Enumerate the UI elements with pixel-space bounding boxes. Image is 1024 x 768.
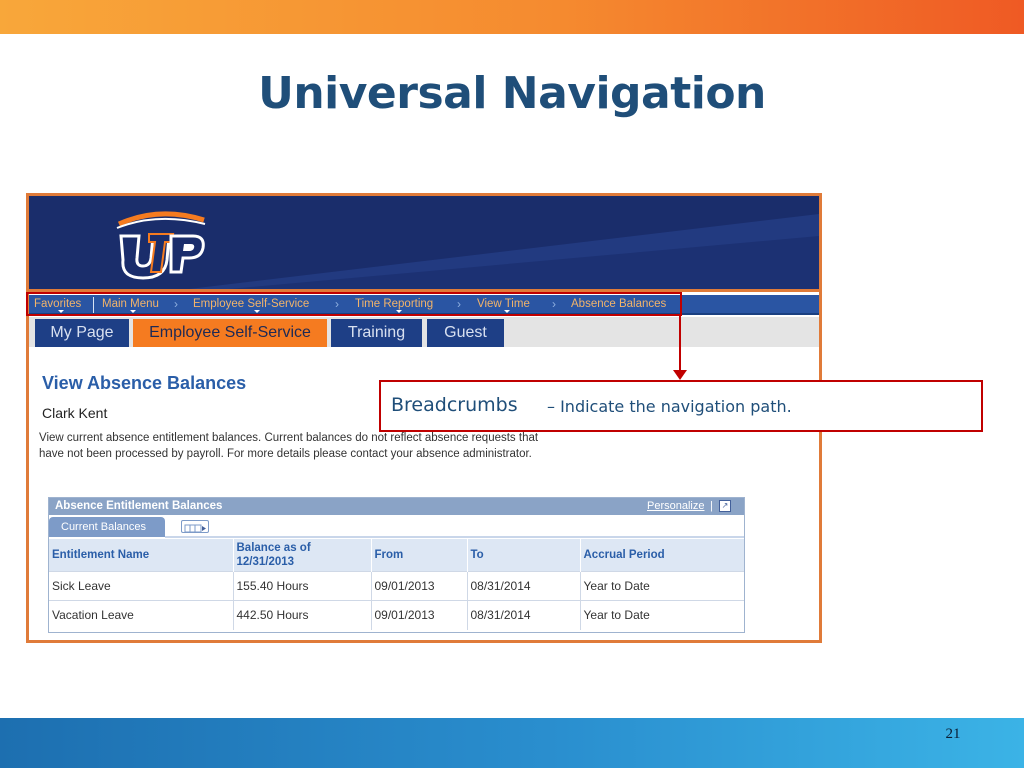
- absence-balances-grid: [48, 497, 745, 633]
- breadcrumb-time-reporting[interactable]: Time Reporting: [355, 298, 434, 310]
- breadcrumb-favorites[interactable]: Favorites: [34, 298, 82, 310]
- breadcrumb-main-menu[interactable]: Main Menu: [102, 298, 159, 310]
- page-description: View current absence entitlement balances. Current balances do not reflect absence requests that have not been processed by payroll. For more details please contact your absence administrator.: [39, 432, 539, 460]
- table-cell: Year to Date: [580, 572, 744, 601]
- table-cell: Vacation Leave: [49, 601, 233, 630]
- table-header-row: [49, 539, 744, 572]
- tab-employee-self-service[interactable]: Employee Self-Service: [133, 319, 327, 347]
- main-tab-strip: [29, 317, 819, 347]
- tab-training[interactable]: Training: [331, 319, 422, 347]
- callout-connector: [679, 316, 681, 374]
- table-cell: 09/01/2013: [371, 572, 467, 601]
- chevron-right-icon: ›: [335, 297, 339, 311]
- column-header: To: [467, 539, 580, 572]
- breadcrumbs-callout: [379, 380, 983, 432]
- callout-title: Breadcrumbs: [391, 394, 518, 416]
- table-cell: 09/01/2013: [371, 601, 467, 630]
- breadcrumb-highlight-box: [26, 292, 682, 316]
- table-cell: Sick Leave: [49, 572, 233, 601]
- utep-logo: [109, 206, 209, 282]
- balances-table: [49, 539, 744, 630]
- tab-my-page[interactable]: My Page: [35, 319, 129, 347]
- zoom-icon[interactable]: ↗: [719, 500, 731, 512]
- table-cell: 442.50 Hours: [233, 601, 371, 630]
- header-separator: |: [710, 500, 713, 512]
- callout-text: – Indicate the navigation path.: [547, 397, 792, 416]
- bottom-accent-bar: [0, 718, 1024, 768]
- tab-guest[interactable]: Guest: [427, 319, 504, 347]
- slide-number: 21: [945, 726, 961, 742]
- grid-header: [49, 498, 744, 515]
- tab-underline: [165, 536, 744, 538]
- breadcrumb-absence-balances[interactable]: Absence Balances: [571, 298, 667, 310]
- table-cell: 08/31/2014: [467, 572, 580, 601]
- table-row: [49, 601, 744, 630]
- chevron-right-icon: ›: [174, 297, 178, 311]
- column-header: From: [371, 539, 467, 572]
- column-header: Accrual Period: [580, 539, 744, 572]
- tab-current-balances[interactable]: Current Balances: [49, 517, 165, 537]
- page-title: View Absence Balances: [42, 373, 247, 393]
- show-all-columns-icon[interactable]: [181, 520, 209, 533]
- chevron-right-icon: ›: [457, 297, 461, 311]
- table-row: [49, 572, 744, 601]
- user-name: Clark Kent: [42, 405, 108, 421]
- breadcrumb-employee-self-service[interactable]: Employee Self-Service: [193, 298, 310, 310]
- grid-title: Absence Entitlement Balances: [55, 500, 223, 512]
- breadcrumb-view-time[interactable]: View Time: [477, 298, 530, 310]
- table-cell: Year to Date: [580, 601, 744, 630]
- slide-title: Universal Navigation: [258, 68, 766, 119]
- top-accent-bar: [0, 0, 1024, 34]
- table-cell: 155.40 Hours: [233, 572, 371, 601]
- chevron-right-icon: ›: [552, 297, 556, 311]
- personalize-link[interactable]: Personalize: [647, 500, 705, 512]
- app-banner: [29, 196, 819, 292]
- column-header: Entitlement Name: [49, 539, 233, 572]
- table-cell: 08/31/2014: [467, 601, 580, 630]
- arrow-down-icon: [673, 370, 687, 380]
- column-header: Balance as of 12/31/2013: [233, 539, 371, 572]
- grid-tab-bar: [49, 515, 744, 537]
